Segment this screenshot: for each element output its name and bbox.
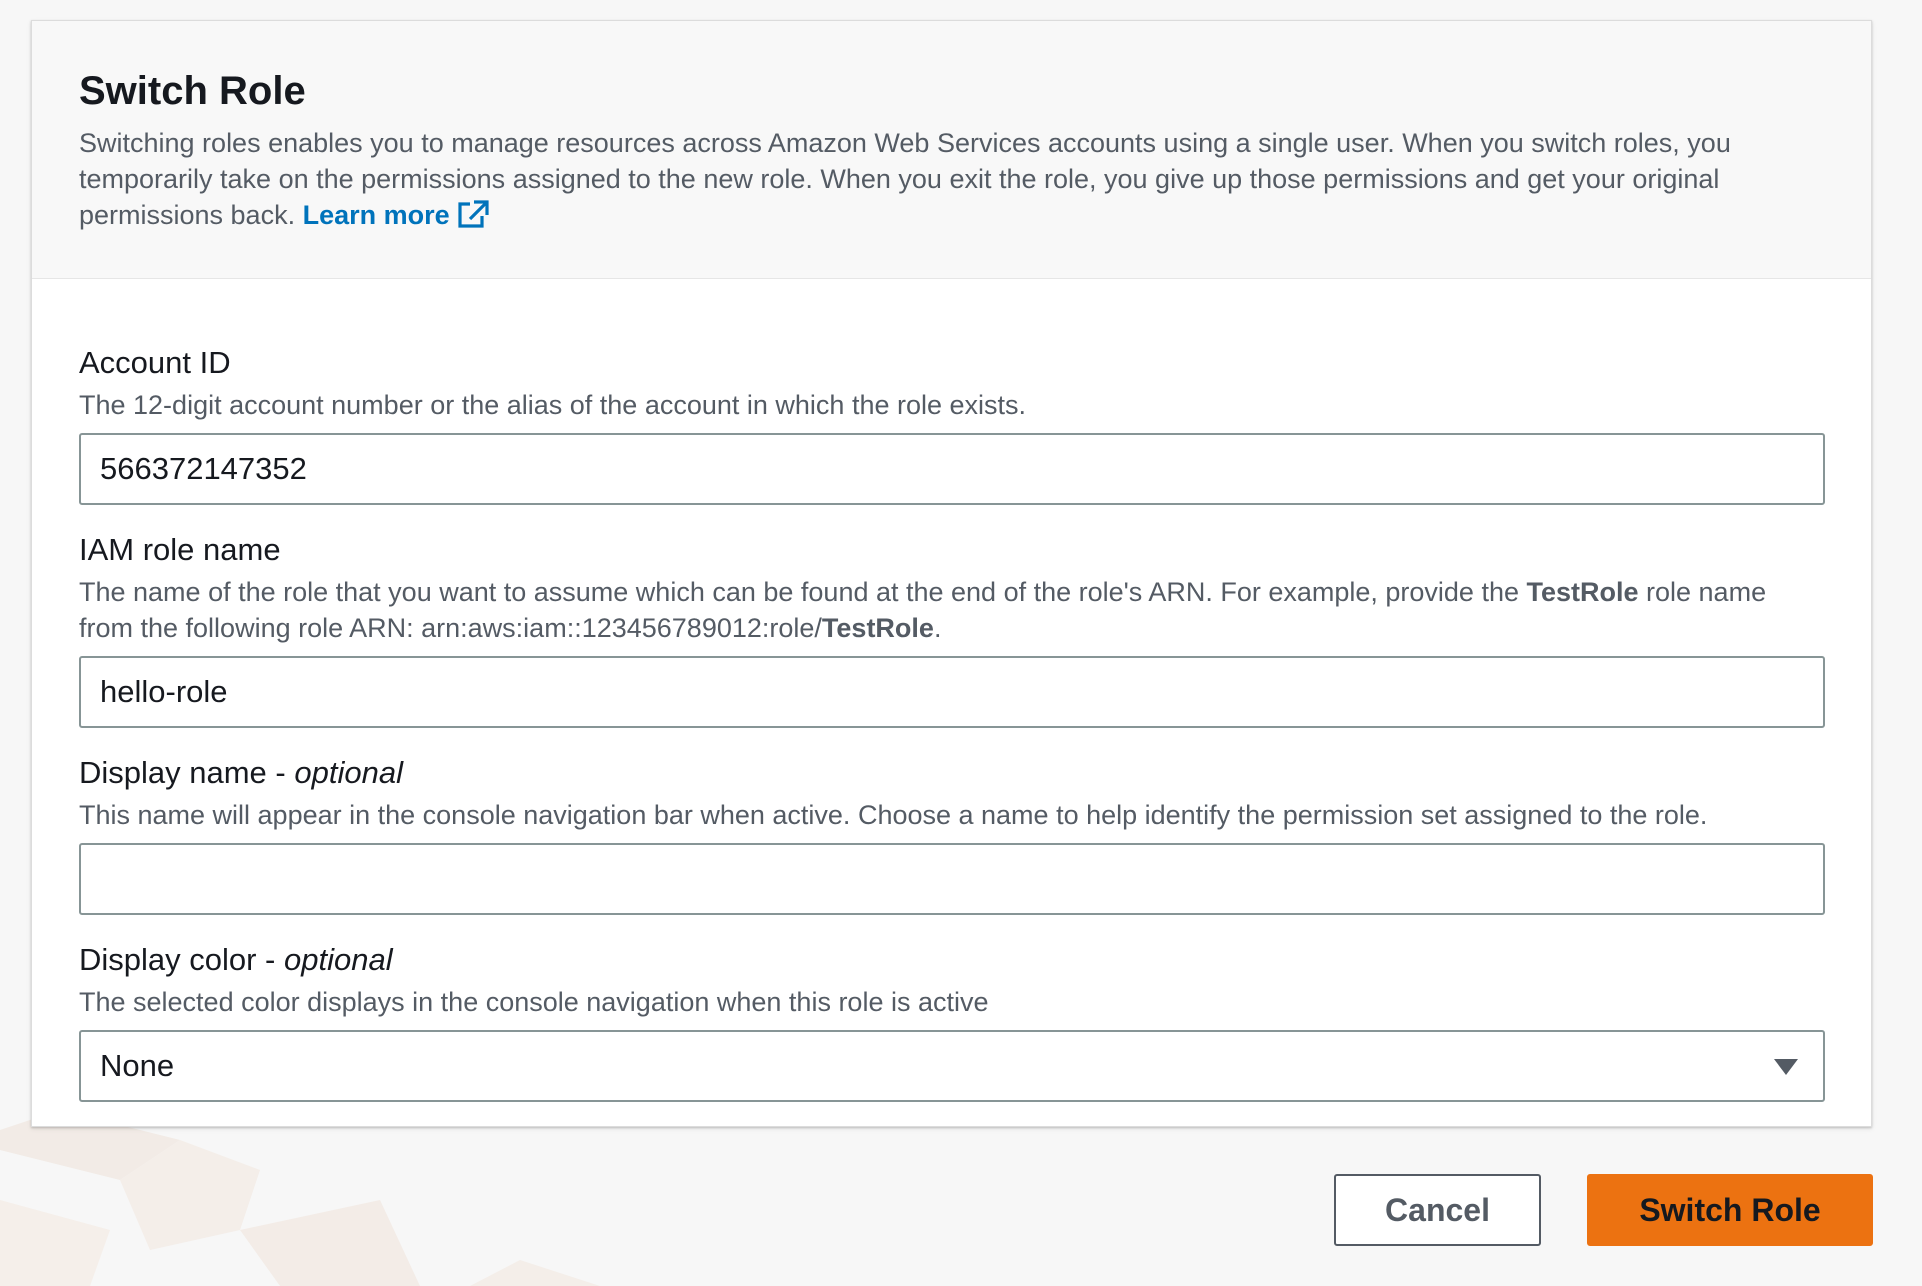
- role-name-desc-text-1: The name of the role that you want to assume which can be found at the end of the role's ARN. For example, provide the: [79, 577, 1527, 607]
- card-header: [32, 21, 1871, 279]
- display-name-label-text: Display name -: [79, 755, 295, 790]
- display-color-label: [79, 940, 1825, 980]
- account-id-description: The 12-digit account number or the alias of the account in which the role exists.: [79, 390, 1027, 420]
- display-color-optional-label: optional: [284, 942, 393, 977]
- display-name-field: [79, 753, 1825, 833]
- role-name-desc-text-3: .: [933, 613, 942, 643]
- intro-text: [79, 125, 1819, 233]
- display-color-field: [79, 940, 1825, 1020]
- display-name-label: [79, 753, 1825, 793]
- page-title: Switch Role: [79, 69, 306, 113]
- learn-more-label: Learn more: [302, 200, 450, 230]
- role-name-input[interactable]: [79, 656, 1825, 728]
- account-id-label: Account ID: [79, 345, 231, 380]
- cancel-button[interactable]: Cancel: [1334, 1174, 1541, 1246]
- role-name-desc-bold-1: TestRole: [1526, 577, 1639, 607]
- role-name-desc-text-2: role name from the following role ARN: arn:aws:iam::123456789012:role/: [79, 577, 1767, 643]
- display-color-selected-value: None: [100, 1048, 175, 1083]
- switch-role-button[interactable]: Switch Role: [1587, 1174, 1873, 1246]
- display-color-label-text: Display color -: [79, 942, 284, 977]
- switch-role-card: [31, 20, 1872, 1127]
- intro-description: Switching roles enables you to manage resources across Amazon Web Services accounts using a single user. When you switch roles, you temporarily take on the permissions assigned to the new role. When you exit the role, you give up those permissions and get your original permissions back.: [79, 128, 1731, 230]
- display-color-select[interactable]: [79, 1030, 1825, 1102]
- display-name-input[interactable]: [79, 843, 1825, 915]
- role-name-field: [79, 530, 1825, 646]
- display-name-description: This name will appear in the console navigation bar when active. Choose a name to help identify the permission set assigned to the role.: [79, 800, 1708, 830]
- role-name-desc-bold-2: TestRole: [821, 613, 934, 643]
- display-color-description: The selected color displays in the console navigation when this role is active: [79, 987, 989, 1017]
- account-id-field: [79, 343, 1825, 423]
- account-id-input[interactable]: [79, 433, 1825, 505]
- external-link-icon: [456, 199, 490, 229]
- caret-down-icon: [1774, 1059, 1798, 1075]
- display-name-optional-label: optional: [294, 755, 403, 790]
- learn-more-link[interactable]: [303, 200, 490, 230]
- role-name-description: [79, 574, 1825, 646]
- role-name-label: IAM role name: [79, 532, 281, 567]
